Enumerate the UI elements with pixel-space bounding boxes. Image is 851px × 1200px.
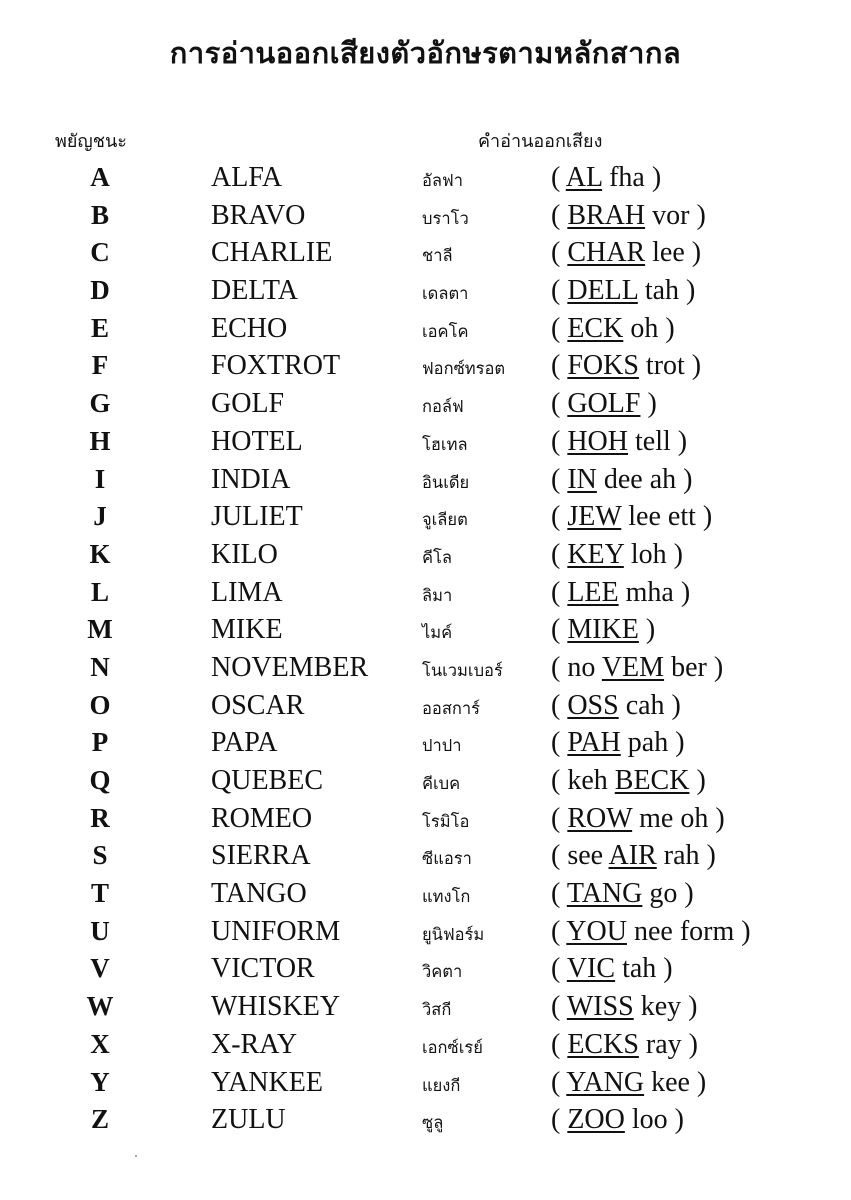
pronunciation-suffix: me oh ): [632, 802, 725, 834]
row-letter-text: U: [90, 915, 110, 946]
pronunciation-stressed-syllable: DELL: [567, 275, 638, 307]
row-thai-reading: เอคโค: [422, 321, 469, 341]
row-pronunciation: [551, 461, 692, 498]
pronunciation-suffix: tell ): [628, 425, 688, 457]
row-code-word: ALFA: [211, 162, 283, 193]
pronunciation-stressed-syllable: GOLF: [567, 388, 641, 420]
row-code-word: GOLF: [211, 388, 285, 420]
pronunciation-prefix: (: [551, 463, 568, 495]
row-pronunciation: [551, 611, 655, 648]
row-thai-reading: เดลตา: [422, 284, 469, 304]
row-code-word: NOVEMBER: [211, 651, 369, 683]
pronunciation-prefix: (: [551, 501, 568, 533]
pronunciation-prefix: (: [551, 1028, 568, 1060]
row-letter-text: Y: [90, 1066, 110, 1097]
pronunciation-prefix: (: [551, 350, 568, 382]
row-pronunciation: [551, 197, 706, 234]
row-code-word: ROMEO: [211, 802, 313, 834]
pronunciation-stressed-syllable: MIKE: [567, 614, 639, 646]
row-pronunciation: [551, 1101, 684, 1138]
table-row: [0, 913, 851, 951]
row-pronunciation: [551, 988, 698, 1025]
pronunciation-stressed-syllable: PAH: [567, 727, 621, 759]
row-code-word: WHISKEY: [211, 991, 341, 1023]
pronunciation-stressed-syllable: YOU: [566, 915, 627, 947]
row-pronunciation: [551, 800, 725, 837]
pronunciation-suffix: tah ): [637, 275, 696, 307]
row-letter-text: S: [92, 840, 108, 871]
consonant-column-header: พยัญชนะ: [55, 131, 127, 152]
table-row: [0, 197, 851, 235]
row-letter-text: Z: [90, 1104, 110, 1135]
pronunciation-suffix: cah ): [618, 689, 681, 721]
pronunciation-column-header: คำอ่านออกเสียง: [478, 131, 603, 152]
table-row: [0, 950, 851, 988]
row-thai-reading: บราโว: [422, 208, 469, 228]
row-thai-reading: คีเบค: [422, 774, 461, 793]
pronunciation-suffix: lee ett ): [621, 501, 713, 533]
row-code-word: INDIA: [211, 463, 291, 495]
table-row: [0, 461, 851, 499]
table-row: [0, 385, 851, 423]
row-thai-reading: กอล์ฟ: [422, 397, 464, 417]
row-letter-text: Q: [89, 765, 111, 795]
row-pronunciation: [551, 1064, 706, 1101]
row-letter-text: D: [90, 275, 110, 306]
pronunciation-prefix: (: [551, 953, 567, 985]
pronunciation-prefix: (: [551, 312, 568, 344]
row-thai-reading: โนเวมเบอร์: [422, 660, 503, 680]
row-letter-text: T: [90, 878, 110, 909]
pronunciation-stressed-syllable: YANG: [566, 1066, 645, 1098]
row-letter-text: F: [91, 350, 109, 381]
row-code-word: UNIFORM: [211, 915, 341, 947]
table-row: [0, 574, 851, 612]
row-thai-reading: อินเดีย: [422, 472, 470, 492]
pronunciation-stressed-syllable: OSS: [567, 689, 619, 721]
pronunciation-suffix: loo ): [624, 1104, 684, 1136]
row-thai-reading: ซีแอรา: [422, 849, 472, 869]
row-letter-text: H: [89, 425, 111, 456]
row-code-word: QUEBEC: [211, 765, 323, 796]
pronunciation-suffix: tah ): [615, 953, 673, 985]
row-code-word: PAPA: [211, 727, 278, 759]
row-letter-text: M: [87, 614, 113, 645]
pronunciation-prefix: (: [551, 1066, 567, 1098]
pronunciation-stressed-syllable: ECK: [567, 312, 624, 344]
row-letter-text: X: [90, 1028, 110, 1059]
pronunciation-stressed-syllable: CHAR: [567, 237, 646, 269]
row-letter-text: J: [93, 501, 107, 532]
pronunciation-prefix: (: [551, 538, 568, 570]
pronunciation-suffix: dee ah ): [596, 463, 693, 495]
row-letter-text: E: [90, 312, 110, 343]
pronunciation-stressed-syllable: FOKS: [567, 350, 639, 382]
row-pronunciation: [551, 423, 687, 460]
pronunciation-suffix: fha ): [602, 162, 662, 193]
table-row: [0, 423, 851, 461]
row-code-word: TANGO: [211, 878, 307, 910]
row-pronunciation: [551, 724, 685, 761]
row-code-word: CHARLIE: [211, 237, 333, 269]
row-thai-reading: โฮเทล: [422, 434, 468, 454]
pronunciation-suffix: ): [640, 388, 657, 420]
pronunciation-stressed-syllable: ECKS: [567, 1028, 639, 1060]
pronunciation-stressed-syllable: LEE: [567, 576, 619, 608]
pronunciation-suffix: kee ): [644, 1066, 707, 1098]
row-letter-text: P: [91, 727, 109, 758]
pronunciation-prefix: (: [551, 991, 567, 1023]
row-letter-text: B: [90, 199, 110, 230]
table-row: [0, 611, 851, 649]
pronunciation-stressed-syllable: JEW: [567, 501, 622, 533]
row-thai-reading: แทงโก: [422, 887, 471, 907]
row-thai-reading: ออสการ์: [422, 698, 481, 718]
row-pronunciation: [551, 347, 701, 384]
pronunciation-suffix: pah ): [620, 727, 685, 759]
row-pronunciation: [551, 837, 716, 874]
row-thai-reading: ปาปา: [422, 736, 462, 756]
table-row: [0, 649, 851, 687]
row-code-word: FOXTROT: [211, 350, 341, 382]
table-row: [0, 1026, 851, 1064]
pronunciation-suffix: oh ): [623, 312, 675, 344]
row-thai-reading: ไมค์: [422, 623, 453, 643]
pronunciation-suffix: rah ): [656, 840, 716, 872]
row-pronunciation: [551, 385, 657, 422]
row-pronunciation: [551, 310, 675, 347]
pronunciation-suffix: ): [689, 765, 706, 796]
row-thai-reading: แยงกี: [422, 1075, 461, 1095]
pronunciation-prefix: (: [551, 237, 568, 269]
pronunciation-stressed-syllable: IN: [567, 463, 597, 495]
pronunciation-stressed-syllable: BECK: [614, 765, 690, 796]
pronunciation-stressed-syllable: WISS: [566, 991, 634, 1023]
row-code-word: BRAVO: [211, 199, 306, 231]
row-letter-text: C: [90, 237, 110, 268]
alphabet-table: [0, 159, 851, 1139]
row-pronunciation: [551, 498, 712, 535]
row-thai-reading: ยูนิฟอร์ม: [422, 924, 485, 944]
pronunciation-stressed-syllable: HOH: [567, 425, 628, 457]
row-pronunciation: [551, 234, 701, 271]
row-letter-text: K: [89, 538, 111, 569]
pronunciation-prefix: (: [551, 576, 568, 608]
pronunciation-stressed-syllable: TANG: [566, 878, 643, 910]
pronunciation-stressed-syllable: ZOO: [567, 1104, 625, 1136]
pronunciation-suffix: ber ): [664, 651, 724, 683]
table-row: [0, 837, 851, 875]
row-thai-reading: เอกซ์เรย์: [422, 1037, 483, 1057]
pronunciation-stressed-syllable: VEM: [601, 651, 665, 683]
row-letter-text: N: [90, 651, 110, 682]
row-thai-reading: จูเลียต: [422, 510, 468, 530]
table-row: [0, 875, 851, 913]
pronunciation-suffix: lee ): [645, 237, 702, 269]
pronunciation-stressed-syllable: VIC: [566, 953, 616, 985]
pronunciation-stressed-syllable: AL: [565, 162, 603, 193]
table-row: [0, 310, 851, 348]
row-thai-reading: ลิมา: [422, 585, 453, 605]
row-code-word: ZULU: [211, 1104, 286, 1136]
row-thai-reading: ชาลี: [422, 246, 453, 266]
table-row: [0, 159, 851, 197]
table-row: [0, 536, 851, 574]
table-row: [0, 687, 851, 725]
pronunciation-prefix: ( no: [551, 651, 602, 683]
row-code-word: LIMA: [211, 576, 283, 608]
table-row: [0, 272, 851, 310]
pronunciation-suffix: ray ): [638, 1028, 698, 1060]
pronunciation-prefix: (: [551, 878, 567, 910]
pronunciation-prefix: (: [551, 275, 568, 307]
pronunciation-prefix: (: [551, 162, 566, 193]
pronunciation-prefix: ( keh: [551, 765, 615, 796]
row-pronunciation: [551, 272, 695, 309]
pronunciation-suffix: key ): [633, 991, 698, 1023]
table-row: [0, 762, 851, 800]
pronunciation-prefix: (: [551, 915, 567, 947]
row-thai-reading: ซูลู: [422, 1113, 444, 1133]
pronunciation-prefix: (: [551, 614, 568, 646]
row-code-word: MIKE: [211, 614, 283, 646]
row-thai-reading: วิสกี: [422, 1000, 452, 1020]
pronunciation-prefix: (: [551, 199, 568, 231]
row-letter-text: V: [90, 953, 110, 984]
page-title: การอ่านออกเสียงตัวอักษรตามหลักสากล: [169, 36, 682, 70]
table-row: [0, 988, 851, 1026]
row-code-word: HOTEL: [211, 425, 303, 457]
row-code-word: DELTA: [211, 275, 298, 307]
pronunciation-prefix: ( see: [551, 840, 609, 872]
pronunciation-prefix: (: [551, 802, 568, 834]
pronunciation-stressed-syllable: AIR: [608, 840, 657, 872]
row-code-word: YANKEE: [211, 1066, 323, 1098]
row-letter-text: L: [90, 576, 110, 607]
row-code-word: JULIET: [211, 501, 303, 533]
row-pronunciation: [551, 875, 694, 912]
row-pronunciation: [551, 536, 683, 573]
scan-speck: [135, 1155, 137, 1157]
pronunciation-prefix: (: [551, 425, 568, 457]
table-row: [0, 724, 851, 762]
pronunciation-prefix: (: [551, 727, 568, 759]
row-pronunciation: [551, 687, 681, 724]
row-pronunciation: [551, 649, 723, 686]
pronunciation-stressed-syllable: ROW: [567, 802, 633, 834]
row-thai-reading: ฟอกซ์ทรอต: [422, 359, 506, 379]
row-code-word: VICTOR: [211, 953, 315, 985]
pronunciation-suffix: loh ): [623, 538, 683, 570]
pronunciation-suffix: nee form ): [626, 915, 751, 947]
table-row: [0, 1064, 851, 1102]
row-letter-text: O: [89, 689, 111, 720]
row-letter-text: R: [90, 802, 110, 833]
row-letter-text: G: [89, 388, 111, 419]
pronunciation-suffix: trot ): [638, 350, 702, 382]
row-letter-text: A: [90, 162, 110, 192]
row-thai-reading: โรมิโอ: [422, 811, 470, 831]
pronunciation-prefix: (: [551, 1104, 568, 1136]
table-row: [0, 234, 851, 272]
pronunciation-suffix: vor ): [645, 199, 706, 231]
row-code-word: OSCAR: [211, 689, 305, 721]
pronunciation-prefix: (: [551, 689, 568, 721]
row-thai-reading: อัลฟา: [422, 171, 463, 190]
row-pronunciation: [551, 913, 751, 950]
row-code-word: SIERRA: [211, 840, 311, 872]
row-letter-text: I: [94, 463, 106, 494]
row-code-word: X-RAY: [211, 1028, 298, 1060]
pronunciation-suffix: mha ): [618, 576, 691, 608]
pronunciation-stressed-syllable: KEY: [567, 538, 624, 570]
pronunciation-stressed-syllable: BRAH: [567, 199, 646, 231]
row-thai-reading: วิคตา: [422, 962, 463, 982]
row-thai-reading: คีโล: [422, 547, 453, 567]
table-row: [0, 498, 851, 536]
row-pronunciation: [551, 950, 673, 987]
row-letter-text: W: [86, 991, 114, 1022]
row-pronunciation: [551, 762, 706, 799]
row-code-word: ECHO: [211, 312, 288, 344]
table-row: [0, 1101, 851, 1139]
row-pronunciation: [551, 159, 661, 196]
pronunciation-suffix: go ): [642, 878, 694, 910]
row-pronunciation: [551, 574, 690, 611]
table-row: [0, 800, 851, 838]
row-pronunciation: [551, 1026, 698, 1063]
pronunciation-suffix: ): [638, 614, 656, 646]
table-row: [0, 347, 851, 385]
pronunciation-prefix: (: [551, 388, 568, 420]
row-code-word: KILO: [211, 538, 278, 570]
